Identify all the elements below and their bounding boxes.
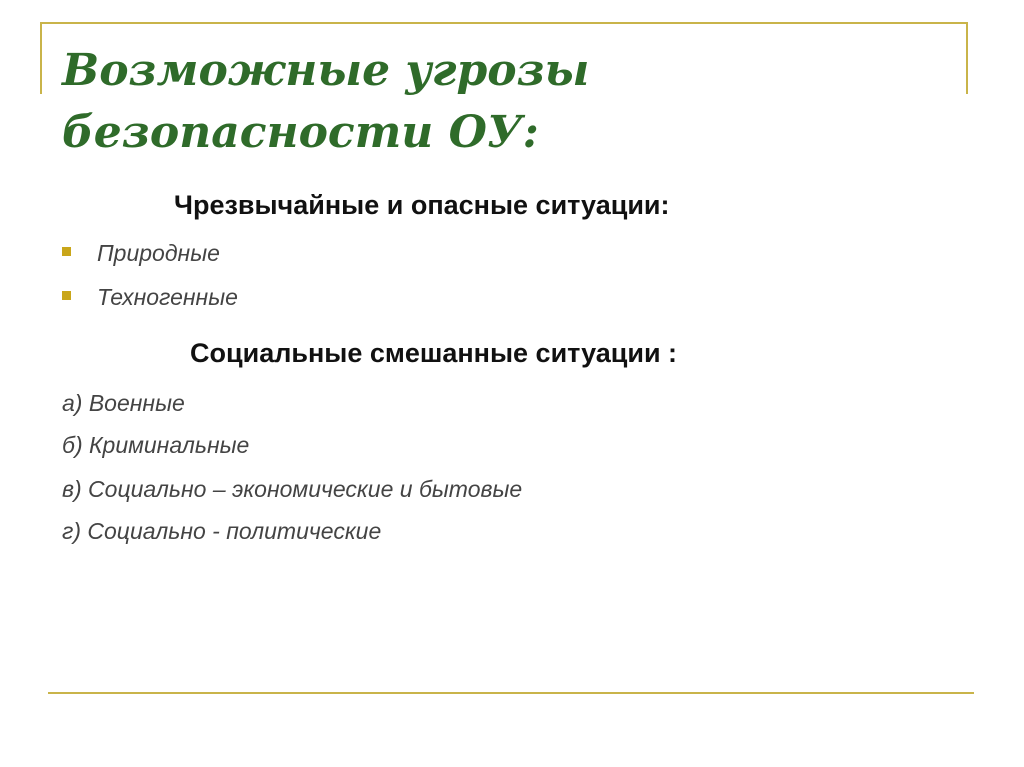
list-item-criminal: б) Криминальные	[62, 432, 250, 458]
frame-bottom-line	[48, 692, 974, 694]
frame-top-line	[40, 22, 968, 24]
square-bullet-icon	[62, 247, 71, 256]
list-item-socio-economic: в) Социально – экономические и бытовые	[62, 476, 523, 502]
list-item-socio-political: г) Социально - политические	[62, 518, 382, 544]
list-item-military: а) Военные	[62, 390, 185, 416]
section-heading-social: Социальные смешанные ситуации :	[190, 338, 678, 368]
section-heading-emergencies: Чрезвычайные и опасные ситуации:	[174, 190, 670, 220]
list-item-technogenic	[62, 284, 238, 311]
slide-title: Возможные угрозы безопасности ОУ:	[62, 45, 590, 158]
list-item-natural	[62, 240, 220, 267]
square-bullet-icon	[62, 291, 71, 300]
frame-right-line	[966, 22, 968, 94]
frame-left-line	[40, 22, 42, 94]
list-item-label: Природные	[97, 240, 220, 266]
list-item-label: Техногенные	[97, 284, 238, 310]
